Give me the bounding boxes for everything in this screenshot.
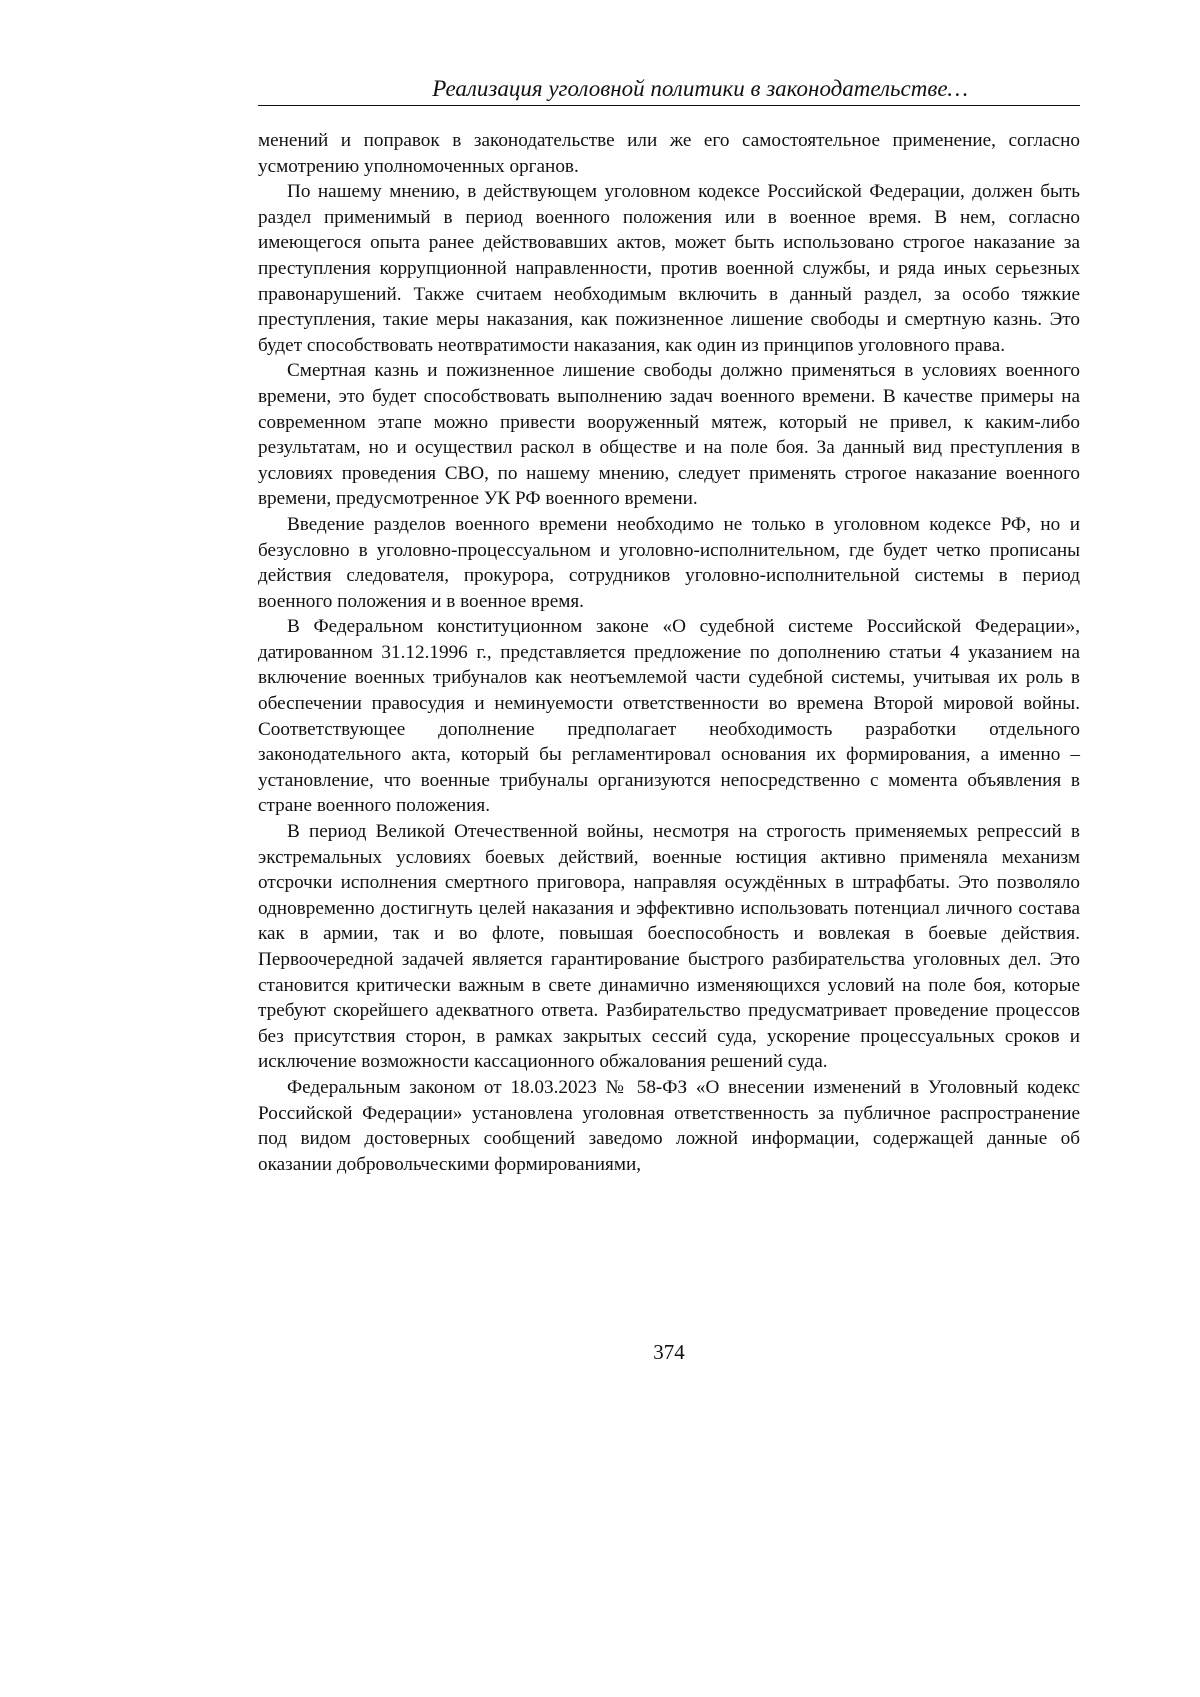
paragraph-continuation: менений и поправок в законодательстве или же его самостоятельное применение, согласно усмотрению уполномоченных органов. bbox=[258, 128, 1080, 179]
paragraph: Введение разделов военного времени необходимо не только в уголовном кодексе РФ, но и безусловно в уголовно-процессуальном и уголовно-исполнительном, где будет четко прописаны действия следователя, прокурора, сотрудников уголовно-исполнительной системы в период военного положения и в военное время. bbox=[258, 512, 1080, 614]
running-title: Реализация уголовной политики в законодательстве… bbox=[432, 76, 1080, 101]
header-rule bbox=[258, 105, 1080, 106]
paragraph: В период Великой Отечественной войны, несмотря на строгость применяемых репрессий в экстремальных условиях боевых действий, военные юстиция активно применяла механизм отсрочки исполнения смертного приговора, направляя осуж­дённых в штрафбаты. Это позволяло одновременно достигнуть целей наказания и эффективно использовать потенциал личного состава как в армии, так и во флоте, повышая боеспособность и вовлекая в боевые действия. Первоочередной задачей является гарантирование быстрого разбирательства уголовных дел. Это становится критически важным в свете динамично изменяющихся условий на поле боя, кото­рые требуют скорейшего адекватного ответа. Разбирательство предусматривает проведение процессов без присутствия сторон, в рамках закрытых сессий суда, ускорение процессуальных сроков и исключение возможности кассационного об­жалования решений суда. bbox=[258, 819, 1080, 1075]
paragraph: По нашему мнению, в действующем уголовном кодексе Российской Федерации, должен быть раздел применимый в период военного положения или в военное вре­мя. В нем, согласно имеющегося опыта ранее действовавших актов, может быть ис­пользовано строгое наказание за преступления коррупционной направленности, против военной службы, и ряда иных серьезных правонарушений. Также считаем необходимым включить в данный раздел, за особо тяжкие преступления, такие ме­ры наказания, как пожизненное лишение свободы и смертную казнь. Это будет спо­собствовать неотвратимости наказания, как один из принципов уголовного права. bbox=[258, 179, 1080, 358]
paragraph: В Федеральном конституционном законе «О судебной системе Российской Фе­дерации», датированном 31.12.1996 г., представляется предложение по дополнению статьи 4 указанием на включение военных трибуналов как неотъемлемой части су­дебной системы, учитывая их роль в обеспечении правосудия и неминуемости от­ветственности во времена Второй мировой войны. Соответствующее дополнение предполагает необходимость разработки отдельного законодательного акта, кото­рый бы регламентировал основания их формирования, а именно – установление, что военные трибуналы организуются непосредственно с момента объявления в стране военного положения. bbox=[258, 614, 1080, 819]
article-body bbox=[258, 128, 1080, 1177]
paragraph: Федеральным законом от 18.03.2023 № 58-ФЗ «О внесении изменений в Уголов­ный кодекс Российской Федерации» установлена уголовная ответственность за пуб­личное распространение под видом достоверных сообщений заведомо ложной ин­формации, содержащей данные об оказании добровольческими формированиями, bbox=[258, 1075, 1080, 1177]
page-number: 374 bbox=[258, 1338, 1080, 1366]
paragraph: Смертная казнь и пожизненное лишение свободы должно применяться в услови­ях военного времени, это будет способствовать выполнению задач военного време­ни. В качестве примеры на современном этапе можно привести вооруженный мя­теж, который не привел, к каким-либо результатам, но и осуществил раскол в обще­стве и на поле боя. За данный вид преступления в условиях проведения СВО, по нашему мнению, следует применять строгое наказание военного времени, преду­смотренное УК РФ военного времени. bbox=[258, 358, 1080, 512]
running-header bbox=[258, 74, 1080, 104]
